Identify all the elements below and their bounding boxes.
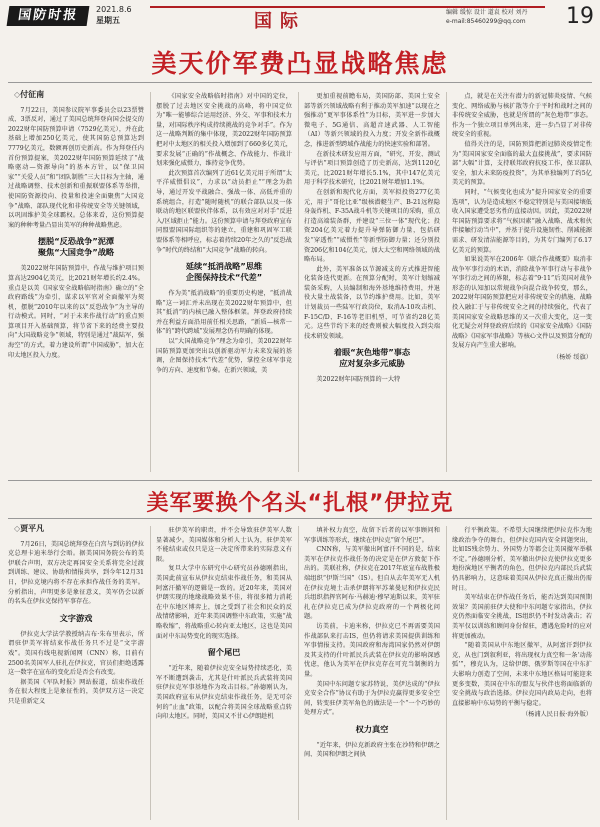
article2-col3-body-b (304, 741, 440, 760)
paragraph: 值得关注的是，国防预算把新冠肺炎疫情定性为“美国国家安全面临的最大直接挑战”，要求国防部“大幅”计算，支持联邦政府抗疫工作，保卫部队安全，加大未来防疫投资”，为其单独编列了约5亿美元的预算。 (452, 140, 592, 187)
article2-col2-body (156, 526, 292, 641)
paragraph: 此次预算首次编列了近61亿美元用于所谓“太平洋威慑倡议”，力求以“动员拒止”“理念为指导，通过开发平战融合、强战一体、高低并重的系统组合，打造”随时随机“的联合部队以及一体联动的地区联盟伙伴体系，以有效应对对手“反进入/区域拒止”能力。这份预算申请与拜登政府宣布同盟盟国国际组织等的建立，重建和巩固军工联盟体系等相呼应，标志着持续20年之久的“反恐战争”时代的终结和“大国竞争”战略的转向。 (156, 169, 292, 254)
subhead-line: 延续“抵消战略”思维 (185, 261, 263, 272)
paragraph: 7月26日，美国总统拜登在白宫与到访的伊拉克总理卡迪米举行会晤。据美国国务院公布的美伊联合声明，双方决定再国安全关系将完全过渡到训练、建议、协助和情报共享，到今年12月31日，伊拉克境内将不存在承担作战任务的美军。分析指出，声明更多是象征意义，美军仍会以新的名头在伊拉克保持军事存在。 (8, 540, 144, 606)
paragraph: 《国家安全战略临时指南》对中国的定位，摆脱了过去地区安全挑战的高峰，将中国定位为“唯一能够综合运用经济、外交、军事和技术力量，对国际秩序构成持续挑战的竞争对手”。作为这一战略判断的集中体现，美2022财年国防预算把对中太地区的相关投入增加到了660多亿美元，要求发展“正确的”作战概念、作战能力、作战计划来强化威慑力，维持竞争优势。 (156, 93, 292, 168)
page-number: 19 (566, 4, 594, 29)
column-divider (298, 92, 299, 472)
column-divider (150, 92, 151, 472)
paragraph: 同时，“气候变化也成为”提升国家安全的重要选项”，认为是造成地区不稳定特别是与美国接壤低收入国家遭受恶劣性的直接动因。因此，美2022财年国防预算要求将“气候因素”融入战略、战术和伙伴接触行动当中”，并基于提升设施韧性、削减能源需求、研发清洁能源等目的，为其专门编列了6.17亿美元的预算。 (452, 188, 592, 254)
article1-headline: 美天价军费凸显战略焦虑 (151, 49, 449, 78)
article1-col1-body (8, 106, 144, 231)
article2-col1-body (8, 540, 144, 607)
article1-column-4 (452, 92, 592, 478)
section-title: 国际 (254, 11, 306, 32)
paragraph: 美国中东问题专家苏特说，美伊达成的“伊拉克安全合作”协议有助于为伊拉克赢得更多安全空间，转变驻伊美军角色的做法是一个“一个巧妙的处理方式”。 (304, 680, 440, 717)
subhead-line: 企图保持技术“代差” (185, 272, 263, 283)
article2-headline: 美军要换个名头“扎根”伊拉克 (146, 491, 454, 516)
article2-column-3 (304, 526, 440, 822)
subhead-line: 摆脱“反恐战争”泥潭 (37, 236, 115, 247)
article1-col3-body-b (304, 375, 440, 385)
article1-column-2 (156, 92, 292, 478)
article2-signoff: （杨浦人民日报·海外版） (521, 711, 592, 719)
paragraph: 美军结束在伊作战任务后，能否达到美国预期效果？美国前驻伊大使和中东问题专家指出，伊拉克仍然面临安全挑战，IS组织仍不时发动袭击；若美军仅以训练和顾问身份留驻，遭遇危险时的应对将更加被动。 (452, 594, 592, 640)
article1-col2-body-b (156, 289, 292, 375)
paragraph: 如果说美军在2006年《联合作战概要》取消非战争军事行动的术语，消除战争军事行动与非战争军事行动之间的界限，标志着“9·11”后美国对战争形态的认知加以常规战争向混合战争转变，那么，2022财年国防预算把应对非传统安全的措施、战略投入融汇于与非传统安全之间的持续强化，代表了美国国家安全战略思维的又一次重大变化，这一变化无疑会对拜登政府后续的《国家安全战略》《国防战略》《国家军事战略》等核心文件以及预算分配的发展方向产生重大影响。 (452, 256, 592, 350)
paragraph: 以“大国战略竞争”理念为牵引，美2022财年国防预算更加突出以创新驱动军力未来发展的基调，企图保持技术“代差”优势，掌控全球军事竞争的方向、速度和节奏。在新兴领域，美 (156, 338, 292, 374)
paragraph: 驻伊美军的职责，并不会导致驻伊美军人数显著减少。美国媒体和分析人士认为，驻伊美军不能结束或仅只是这一决定所带来的实际意义有限。 (156, 527, 292, 563)
article1-col4-body (452, 92, 592, 351)
column-divider (446, 92, 447, 472)
weekday-text: 星期五 (96, 16, 120, 25)
date-text: 2021.8.6 (96, 5, 132, 14)
paragraph: 更加重视前瞻布局，美国防部、美国土安全部等新兴领域战略有利于推动美军加速“以现在之强推动“更军事体系性”为目标，美军进一步加大微电子、5G通信、高超音速武器、人工智能（AI）等新兴领域的投入力度；开发全新作战概念，推进新型跨域作战能力的快速实验和部署。 (304, 93, 440, 148)
paragraph: 此外，美军准备以节源减支的方式推进智能化装备迭代更新。在预算分配时，美军计划缩减装备采购，人员编制和海外基地维持费用，并退役大量主战装备，以节约维护费用。比如，美军计划裁员一些陆军行政岗位，取消A-10攻击机、F-15C/D、F-16等老旧机型，可节省约28亿美元。这些节约下来的经费则被大幅度投入到尖端技术研发领域。 (304, 265, 440, 340)
article1-byline: ◇ 付征南 (14, 90, 144, 100)
paragraph: 美2022财年国防预算的一大特 (316, 376, 401, 384)
issue-date (96, 4, 132, 26)
article1-column-1 (8, 88, 144, 478)
article1-col2-body (156, 92, 292, 255)
masthead (0, 0, 600, 32)
article1-subhead-1 (8, 236, 144, 258)
staff-line: 编辑 缓惊 设计 道袁 校对 刘丹 (446, 9, 528, 16)
column-divider (298, 526, 299, 820)
article2-byline: ◇ 贾平凡 (14, 524, 144, 534)
article1-col3-body (304, 92, 440, 341)
subhead-line: 权力真空 (355, 723, 389, 734)
newspaper-logo: 国防时报 (7, 6, 90, 26)
paragraph: 复旦大学中东研究中心研究员孙德刚指出，美国此前宣布从伊拉克结束作战任务，和美国从阿富汗撤军的逻辑是一致的。近20年来，美国对伊朗实现的地缘战略效果不佳，将很多精力消耗在中东地区博弈上，加之受到了社会和民众的反战情绪影响，近年来美国调整中东政策，实施“战略收缩”，将战略重心转向亚太地区，这也是美国面对中东局势变化的现实选择。 (156, 565, 292, 640)
article1-signoff: （杨娇 绥旗） (552, 354, 592, 362)
paragraph: 填补权力真空，故留下后者的以军事顾问和军事训练等形式，继续在伊拉克“留个尾巴”。 (304, 527, 440, 544)
paragraph: CNN称，与美军撤出阿富汗不同的是，结束美军在伊拉克作战任务的决定是在伊方敦促下作出的。美联社称，伊拉克在2017年底宣布战胜极端组织“伊斯兰国”（IS）。但自从去年美军无人机在伊拉克境土击杀伊朗将军苏莱曼尼和伊拉克民兵组织指挥官阿布·马赫迪·穆罕迪斯以来，美军驻扎在伊拉克已成为伊拉克政府的一个两极化问题。 (304, 546, 440, 621)
paragraph: 行平衡政策。不希望大国继续把伊拉克作为地缘政治争夺的舞台，但伊拉克国内安全问题突出，比如IS残余势力、外国势力等都会让美国撤军举棋不定。”孙德刚分析，美军撤出伊拉克使伊拉克更多地扮演地区平衡者的角色，但伊拉克内部民兵武装仍具影响力，这意味着美国从伊拉克真正撤出仍需时日。 (452, 527, 592, 592)
paragraph: “随着美国从中东地区撤军，从阿富汗到伊拉克，从也门到叙利亚，将出现权力真空和一条‘动荡弧’”，穆克认为，这给伊朗、俄罗斯等国在中东扩大影响力创造了空间，未来中东地区格局可能迎来更多变数，美国在中东的盟友与伙伴也将面临新的安全挑战与政治选择。伊拉克国内政局走向，也将直接影响中东局势的平衡与稳定。 (452, 642, 592, 707)
staff-email: e-mail:85460299@qq.com (446, 18, 526, 25)
paragraph: 7月22日，美国参议院军事委员会以23票赞成、3票反对，通过了美国总统拜登向国会提交的2022财年国防预算申请（7529亿美元），并在此基础上增加250亿美元，使其国防总预算达到7779亿美元，数额再创历史新高。作为拜登任内首份预算提案，美2022财年国防预算延续了“战略驱动—资源导向”的基本方针，以“保卫国家”“关爱人员”和“团队制胜”三大目标为主轴，通过战略调整、技术创新和重振联盟体系等举措，使国防资源投向、投量和投速全面聚焦“大国竞争”战略、部队现代化和非传统安全等关键领域，以巩固维护美全球霸权。总体来看，这份预算提案的种种考量凸显出美军的种种战略焦虑。 (8, 106, 144, 229)
paragraph: 在新技术研发应用方面，“研究、开发、测试与评估”项目预算创造了历史新高，达到1120亿美元，比2021财年增长5.1%，其中147亿美元用于科学技术研究，比2021财年增加1.1%。 (304, 150, 440, 187)
article2-subhead-1 (8, 613, 144, 624)
headline-rule (8, 82, 592, 83)
paragraph: 伊拉克大学法学教授纳吉布·朱布里表示，所谓驻伊美军将结束作战任务只不过是“文字游戏”。美国有线电视新闻网（CNN）称，目前有2500名美国军人驻扎在伊拉克，官员们拒绝透露这一数字在宣布的变化后是否会有改变。 (8, 630, 144, 677)
article2-col4-body (452, 526, 592, 708)
subhead-line: 聚焦“大国竞争”战略 (37, 247, 115, 258)
article1-subhead-3 (304, 347, 440, 369)
article2-column-1 (8, 522, 144, 822)
paragraph: 在创新和现代化方面，美军拟投资277亿美元，用于“哥伦比亚”级核潜艇生产、B-21远程隐身轰炸机、F-35A战斗机等关键项目的采购，重点打造高端装备群，并建设“三位一体”现代化；投资204亿美元着力提升导弹防御力量，包括研发“穿透性”“威慑性”等新型防御力量；还分别投资206亿和104亿美元，加大太空和网络领域的战略布局。 (304, 188, 440, 264)
article-separator (8, 480, 592, 481)
column-divider (446, 526, 447, 820)
paragraph: “近年来，伊拉克新政府主张在沙特和伊朗之间、美国和伊朗之间执 (304, 741, 440, 759)
subhead-line: 着眼“灰色地带”事态 (333, 347, 411, 358)
paragraph: 作为美“抵消战略”的重要历史构建，“抵消战略”这一词汇并未出现在美2022财年预算中，但其“抵消”的内核已融入整体框架。拜登政府持续并在利益方面沿用前任相关思路，“新质—核常一体”的“跨代跨域”发展理念仍有明确的体现。 (156, 290, 292, 336)
paragraph: 美2022财年国防预算中，作战与维护项目预算高达2904亿美元，比2021财年增长约2.4%。重点是以美《国家安全战略临时指南》确立的“全政府路线”为牵引，谋求以军官对全面撤军为契机，摆脱“2010年以来的以“反恐战争”为主导的行动模式。同时，“对于未来作战行动”的重点预算项目开入基础预算，将节省下来的经费主要投向“大国战略竞争”领域，特别是通过“裁陆军，强海空”的方式，着力建设所谓“中国威胁”，加大在印太地区投入力度。 (8, 265, 144, 359)
article2-col3-body (304, 526, 440, 718)
subhead-line: 应对复杂多元威胁 (339, 358, 405, 369)
article2-col1-body-b (8, 630, 144, 707)
article2-subhead-2 (156, 647, 292, 658)
article1-col1-body-b (8, 264, 144, 360)
column-divider (150, 526, 151, 820)
staff-credits (446, 8, 564, 26)
paragraph: “近年来，随着伊拉克安全局势持续恶化，美军不断遭到袭击，尤其是什叶派民兵武装将美国驻伊拉克军事基地作为攻击目标。”孙德刚认为，美国政府宣布从伊拉克结束作战任务，是无可奈何的“止血”政策，以配合将美国全球战略重点转向印太地区。同时，美国又不甘心伊朗趁机 (156, 665, 292, 721)
article1-subhead-2 (156, 261, 292, 283)
article2-column-2 (156, 526, 292, 822)
article2-column-4 (452, 526, 592, 822)
subhead-line: 文字游戏 (59, 612, 93, 623)
headline-rule (8, 518, 592, 519)
article2-col2-body-b (156, 664, 292, 722)
paragraph: 点，就是在关注有潜力的新冠肺炎疫情、气候变化、网络威胁与核扩散等介于平时和战时之间的非传统安全威胁，也就是所谓的“灰色地带”事态。作为一个独立项目单列出来，进一步凸显了对非传统安全的重视。 (452, 93, 592, 139)
article1-column-3 (304, 92, 440, 478)
article2-subhead-3 (304, 724, 440, 735)
paragraph: 访美前，卡迪米称，伊拉克已不再需要美国作战部队来打击IS，但仍将请求美国提供训练和军事情报支持。美国政府和海湾国家仍然对伊朗及其支持的什叶派民兵武装在伊拉克的影响深感忧虑，他认为美军在伊拉克存在可充当制衡的力量。 (304, 622, 440, 678)
subhead-line: 留个尾巴 (207, 647, 241, 658)
paragraph: 据美国《军队时报》网站报道，结束作战任务在很大程度上是象征性的，美伊双方这一决定只是重新定义 (8, 678, 144, 705)
